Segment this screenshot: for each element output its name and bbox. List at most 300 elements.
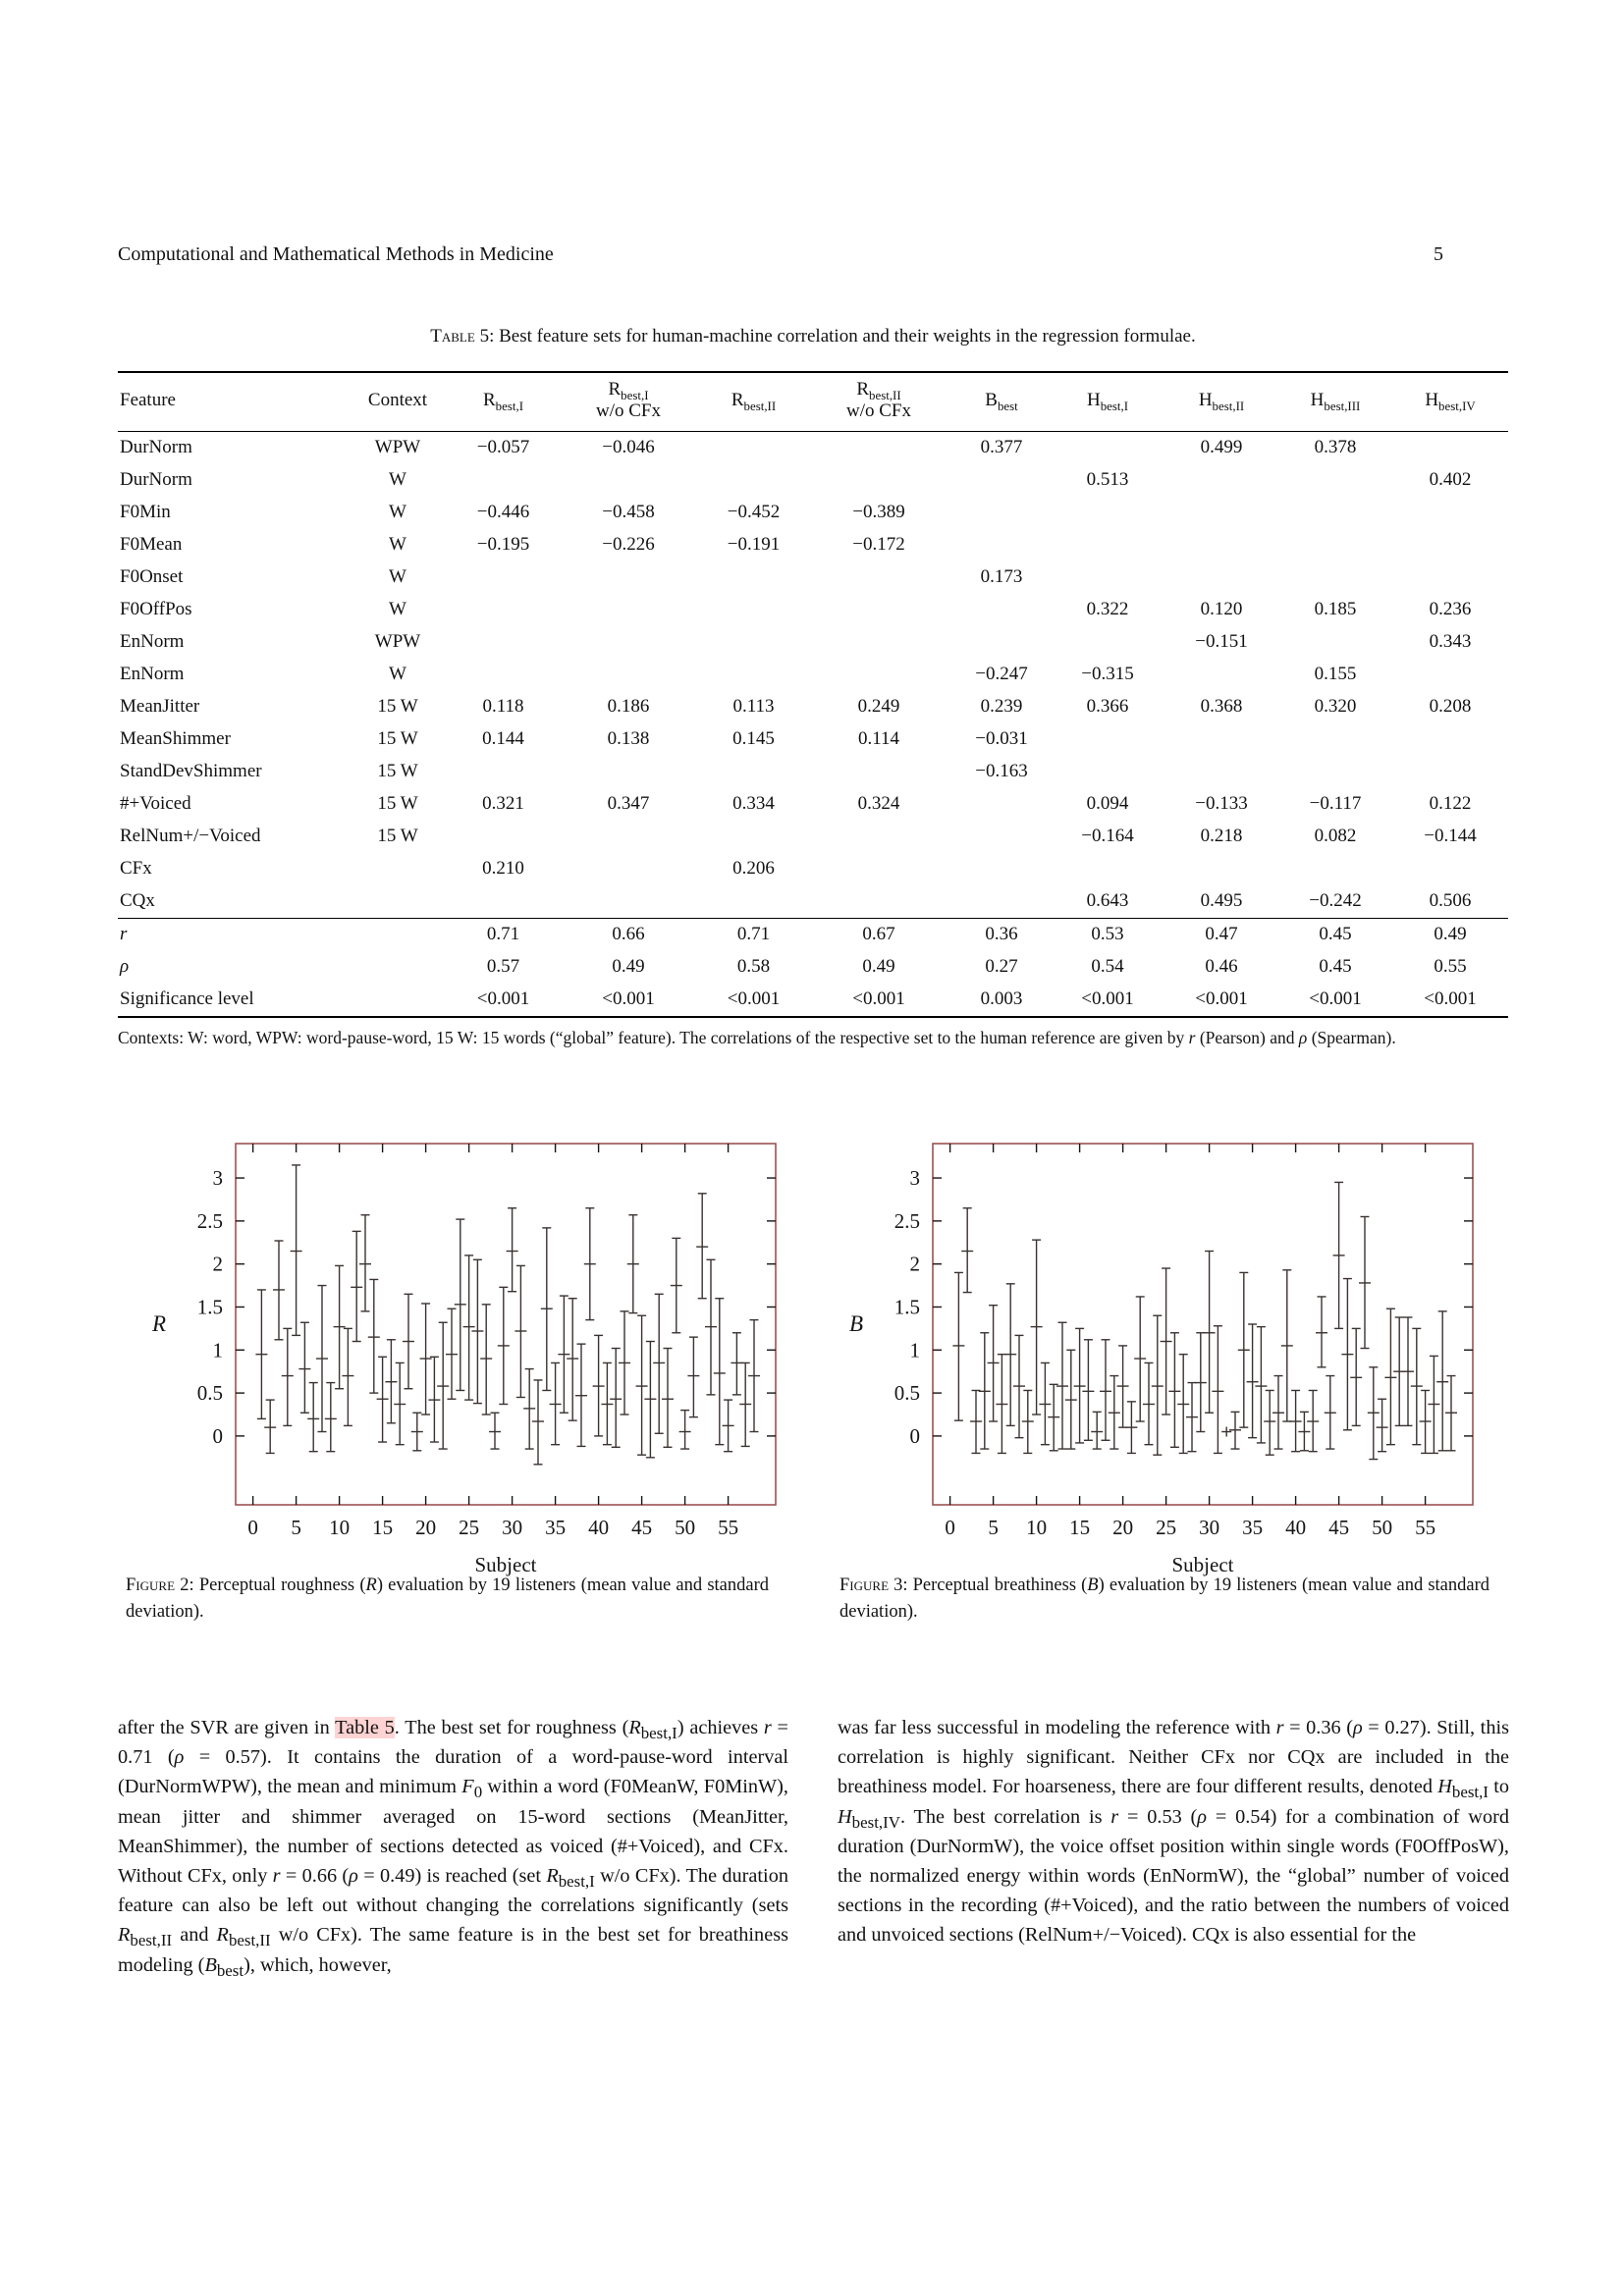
table5-cell	[702, 464, 805, 497]
table5-cell	[952, 853, 1051, 885]
table5-cell: 0.47	[1164, 918, 1278, 951]
table5-cell: ρ	[120, 956, 130, 978]
figure3-caption	[839, 1573, 1489, 1626]
y-tick-label: 0.5	[893, 1381, 920, 1406]
table5-cell: −0.389	[852, 502, 905, 523]
table5-cell: RelNum+/−Voiced	[120, 826, 261, 847]
x-tick-label: 5	[988, 1516, 999, 1539]
x-tick-label: 55	[718, 1516, 739, 1539]
y-tick-label: 0	[909, 1423, 920, 1448]
table5-cell	[1164, 756, 1278, 788]
table5-cell: 0.144	[482, 728, 524, 750]
table5-cell: WPW	[374, 631, 421, 653]
x-tick-label: 40	[1285, 1516, 1307, 1539]
table5-cell: 0.094	[1086, 793, 1129, 815]
table5-cell: 0.249	[857, 696, 900, 718]
table5-cell	[805, 464, 952, 497]
table5-cell: −0.117	[1309, 793, 1362, 815]
x-tick-label: 55	[1415, 1516, 1436, 1539]
y-axis-label: R	[151, 1311, 167, 1336]
table5-cell: 0.506	[1429, 890, 1472, 912]
table5-cell: 0.66	[555, 918, 702, 951]
table5-cell: 15 W	[377, 761, 418, 782]
table5-cell	[1164, 464, 1278, 497]
table5-row	[118, 464, 1508, 497]
table5-cell: 0.239	[980, 696, 1023, 718]
table5-cell	[555, 853, 702, 885]
figure2-chart	[126, 1134, 793, 1580]
table5-row	[118, 723, 1508, 756]
x-tick-label: 20	[415, 1516, 437, 1539]
x-tick-label: 10	[1026, 1516, 1048, 1539]
table5-cell	[1051, 756, 1164, 788]
table5-cell	[805, 821, 952, 853]
table5-cell: r	[118, 918, 344, 951]
table5-cell	[1392, 431, 1508, 464]
table5-cell: 0.67	[805, 918, 952, 951]
table5-cell: 0.082	[1314, 826, 1357, 847]
table5-cell	[805, 626, 952, 659]
table5-cell: W	[389, 502, 406, 523]
table5-cell: <0.001	[1309, 988, 1362, 1010]
table5-cell	[452, 561, 555, 594]
table5-cell: 0.003	[980, 988, 1023, 1010]
table5-cell: 0.402	[1429, 469, 1472, 491]
table5-cell: 0.118	[482, 696, 524, 718]
x-tick-label: 35	[1242, 1516, 1264, 1539]
table5-cell	[702, 626, 805, 659]
table5-cell: W	[389, 599, 406, 620]
table5-cell: 0.320	[1314, 696, 1357, 718]
table5-cell: 0.45	[1319, 956, 1352, 978]
table5-cell: F0Onset	[120, 566, 184, 588]
table5-cell	[1278, 561, 1392, 594]
table5-cell	[1278, 723, 1392, 756]
table5-cell: 15 W	[377, 793, 418, 815]
table5-row	[118, 853, 1508, 885]
table5-row	[118, 691, 1508, 723]
table5-cell	[805, 594, 952, 626]
plot-area	[933, 1144, 1473, 1505]
x-tick-label: 40	[588, 1516, 610, 1539]
figure3-caption-text: Perceptual breathiness (B) evaluation by 19 listeners (mean value and standard deviation).	[839, 1575, 1489, 1622]
x-tick-label: 35	[545, 1516, 567, 1539]
table5-cell: MeanJitter	[120, 696, 200, 718]
table5-cell: 0.71	[452, 918, 555, 951]
table5-cell: −0.452	[727, 502, 781, 523]
axis-frame	[236, 1144, 776, 1505]
table5-cell: 0.145	[732, 728, 775, 750]
table5-cell	[452, 885, 555, 919]
body-text-left-column: after the SVR are given in Table 5. The best set for roughness $(R_{best,I})$ achieves r = 0.71 (ρ = 0.57). It contains the duration of a word-pause-word interval (DurNormWPW), the mean and minimum $F_0$ within a word (F0MeanW, F0MinW), mean jitter and shimmer averaged on 15-word sections (MeanJitter, MeanShimmer), the number of sections detected as voiced (#+Voiced), and CFx. Without CFx, only r = 0.66 (ρ = 0.49) is reached (set $R_{best,I}$ w/o CFx). The duration feature can also be left out without changing the correlations significantly (sets $R_{best,II}$ and $R_{best,II}$ w/o CFx). The same feature is in the best set for breathiness modeling $(B_{best})$, which, however,	[118, 1717, 789, 1980]
table5-cell	[952, 821, 1051, 853]
table5-cell: 0.368	[1200, 696, 1243, 718]
x-tick-label: 45	[1328, 1516, 1350, 1539]
table5-cell: F0Min	[120, 502, 171, 523]
table5-cell: 0.324	[857, 793, 900, 815]
table5-cell: W	[389, 469, 406, 491]
table5-cell: 0.54	[1091, 956, 1124, 978]
error-bars	[255, 1165, 760, 1465]
table5-cell	[555, 821, 702, 853]
table5-cell	[1051, 529, 1164, 561]
table5-cell: 0.113	[732, 696, 775, 718]
table5-cell	[702, 431, 805, 464]
table5-cell: −0.163	[975, 761, 1028, 782]
table5-cell	[1164, 723, 1278, 756]
table5-row	[118, 951, 1508, 984]
table5-cell	[1392, 529, 1508, 561]
x-axis-label: Subject	[474, 1553, 537, 1576]
table5-cell	[805, 659, 952, 691]
table5-cell: F0Mean	[120, 534, 183, 556]
table5-cell: 0.57	[486, 956, 520, 978]
axis-ticks	[236, 1144, 776, 1505]
table5-cell: −0.172	[852, 534, 905, 556]
axis-tick-labels	[197, 1166, 738, 1539]
table5-cell: 0.155	[1314, 664, 1357, 685]
table5-cell	[1051, 431, 1164, 464]
table5-header-cell: $R_{best,II}$	[702, 372, 805, 431]
table5-cell: 0.49	[862, 956, 895, 978]
x-tick-label: 0	[247, 1516, 258, 1539]
table5-cell: 0.46	[1205, 956, 1238, 978]
table5-cell: 0.210	[482, 858, 524, 880]
table5-cell	[452, 659, 555, 691]
table5-cell: 0.347	[607, 793, 650, 815]
table5-cell	[555, 561, 702, 594]
axis-tick-labels	[894, 1166, 1435, 1539]
table5-body	[118, 431, 1508, 1017]
table5-cell	[555, 594, 702, 626]
y-tick-label: 1.5	[893, 1295, 920, 1319]
figure2-caption-label: Figure 2:	[126, 1575, 194, 1595]
table5-cell	[555, 659, 702, 691]
table5-row	[118, 594, 1508, 626]
table5-cell	[702, 561, 805, 594]
table5-cell: <0.001	[1081, 988, 1134, 1010]
table5-cell	[952, 497, 1051, 529]
table5-row	[118, 821, 1508, 853]
table5-cell: 0.49	[1392, 918, 1508, 951]
table5-cell: 0.321	[482, 793, 524, 815]
y-tick-label: 2	[212, 1252, 223, 1276]
table5-cell: 0.495	[1200, 890, 1243, 912]
table5-cell	[1278, 529, 1392, 561]
table5-header-row	[118, 372, 1508, 431]
table5-cell: StandDevShimmer	[120, 761, 262, 782]
table5-footnote: Contexts: W: word, WPW: word-pause-word, 15 W: 15 words (“global” feature). The correlations of the respective set to the human reference are given by r (Pearson) and ρ (Spearman).	[118, 1028, 1396, 1047]
table5-caption-text: Best feature sets for human-machine correlation and their weights in the regression formulae.	[499, 326, 1196, 347]
table5-cell	[1164, 659, 1278, 691]
table5-cell	[555, 464, 702, 497]
figure3-chart	[823, 1134, 1490, 1580]
table5-header-cell: $R_{best,I}$ w/o CFx	[555, 372, 702, 431]
table5-cell	[952, 788, 1051, 821]
table5-cell: DurNorm	[120, 469, 192, 491]
table5-cell: 0.499	[1200, 437, 1243, 458]
table5-cell: 0.208	[1429, 696, 1472, 718]
table5-cell	[702, 659, 805, 691]
table5-row	[118, 561, 1508, 594]
table5-header-cell: $H_{best,II}$	[1164, 372, 1278, 431]
table5-cell	[702, 594, 805, 626]
table5-head	[118, 372, 1508, 431]
table5-cell	[452, 464, 555, 497]
x-tick-label: 30	[1199, 1516, 1220, 1539]
table5-cell: <0.001	[852, 988, 905, 1010]
y-tick-label: 1	[909, 1338, 920, 1362]
table5-cell: 0.173	[980, 566, 1023, 588]
table5-cell	[1051, 561, 1164, 594]
journal-title: Computational and Mathematical Methods in Medicine	[118, 243, 554, 265]
table5-cell: 0.114	[857, 728, 900, 750]
table5-cell	[952, 529, 1051, 561]
table5-cell	[1164, 853, 1278, 885]
table5-cell: <0.001	[602, 988, 655, 1010]
table5-cell: 0.53	[1051, 918, 1164, 951]
table5-cell: 0.218	[1200, 826, 1243, 847]
table5-cell: −0.242	[1309, 890, 1362, 912]
table5-cell	[702, 756, 805, 788]
axis-frame	[933, 1144, 1473, 1505]
table5-cell	[555, 885, 702, 919]
table5-cell: −0.191	[727, 534, 781, 556]
table5-cell: −0.144	[1424, 826, 1477, 847]
table5-cell: 0.120	[1200, 599, 1243, 620]
table5-row	[118, 885, 1508, 919]
table5-cell	[805, 431, 952, 464]
y-tick-label: 3	[909, 1166, 920, 1191]
table5-cell	[1051, 626, 1164, 659]
table5-cell: 0.334	[732, 793, 775, 815]
x-tick-label: 5	[291, 1516, 301, 1539]
y-tick-label: 1.5	[196, 1295, 223, 1319]
table5-cell: 0.36	[952, 918, 1051, 951]
table5-cell: <0.001	[727, 988, 781, 1010]
x-tick-label: 45	[631, 1516, 653, 1539]
table5-cell	[1392, 723, 1508, 756]
plot-area	[236, 1144, 776, 1505]
x-tick-label: 10	[329, 1516, 351, 1539]
table5-cell: CQx	[120, 890, 155, 912]
table5-cell	[344, 984, 452, 1017]
table5-cell: DurNorm	[120, 437, 192, 458]
table5-cell: 0.45	[1278, 918, 1392, 951]
table5-cell: <0.001	[1424, 988, 1477, 1010]
table5-row	[118, 984, 1508, 1017]
table5-cell: F0OffPos	[120, 599, 192, 620]
table5-cell	[1278, 464, 1392, 497]
table5-cell: 0.49	[612, 956, 645, 978]
table5-cell	[1278, 497, 1392, 529]
table5-row	[118, 497, 1508, 529]
table5-cell: 0.343	[1429, 631, 1472, 653]
table5-header-cell: $B_{best}$	[952, 372, 1051, 431]
table5-cell: 0.206	[732, 858, 775, 880]
table5-cell: WPW	[374, 437, 421, 458]
table5-cell: 0.186	[607, 696, 650, 718]
table5-cell: 0.643	[1086, 890, 1129, 912]
table5-cell: −0.458	[602, 502, 655, 523]
table5-cell: 15 W	[377, 696, 418, 718]
page-number: 5	[1434, 243, 1443, 265]
x-tick-label: 25	[459, 1516, 480, 1539]
y-tick-label: 3	[212, 1166, 223, 1191]
table5-cell: −0.226	[602, 534, 655, 556]
table5-cell: 0.138	[607, 728, 650, 750]
table5-cell	[452, 756, 555, 788]
table5-cell: 0.71	[702, 918, 805, 951]
table5	[118, 371, 1508, 1018]
table5-cell: −0.247	[975, 664, 1028, 685]
table5-cell	[1392, 497, 1508, 529]
table5-cell	[452, 626, 555, 659]
table5-cell: −0.057	[476, 437, 530, 458]
table5-row	[118, 431, 1508, 464]
body-text-right-column: was far less successful in modeling the reference with r = 0.36 (ρ = 0.27). Still, this correlation is highly significant. Neither CFx nor CQx are included in the breathiness model. For hoarseness, there are four different results, denoted $H_{best,I}$ to $H_{best,IV}$. The best correlation is r = 0.53 (ρ = 0.54) for a combination of word duration (DurNormW), the voice offset position within single words (F0OffPosW), the normalized energy within words (EnNormW), the “global” number of voiced sections in the recording (#+Voiced), and the ratio between the numbers of voiced and unvoiced sections (RelNum+/−Voiced). CQx is also essential for the	[838, 1717, 1509, 1947]
table5-cell	[1051, 723, 1164, 756]
table5-header-cell: $H_{best,III}$	[1278, 372, 1392, 431]
table5-cell: Significance level	[120, 988, 254, 1010]
table5-cell: −0.046	[602, 437, 655, 458]
table5-cell	[1278, 756, 1392, 788]
table5-cell: 0.27	[985, 956, 1018, 978]
table5-cell: 0.55	[1434, 956, 1467, 978]
table5-cell: 0.185	[1314, 599, 1357, 620]
table5-cell	[1392, 561, 1508, 594]
table5-cell	[1051, 853, 1164, 885]
x-tick-label: 30	[502, 1516, 523, 1539]
table5-header-cell: $R_{best,I}$	[452, 372, 555, 431]
table5-cell	[344, 918, 452, 951]
table5-cell: −0.195	[476, 534, 530, 556]
y-tick-label: 2	[909, 1252, 920, 1276]
table5-cell: 0.122	[1429, 793, 1472, 815]
table5-cell: −0.031	[975, 728, 1028, 750]
table5-header-cell: Context	[344, 372, 452, 431]
table5-cell: 0.236	[1429, 599, 1472, 620]
table5-caption-label: Table 5:	[430, 326, 495, 347]
figure2-caption	[126, 1573, 769, 1626]
y-tick-label: 2.5	[196, 1208, 223, 1233]
table5-cell: <0.001	[1195, 988, 1248, 1010]
table5-cell: 0.513	[1086, 469, 1129, 491]
y-tick-label: 0.5	[196, 1381, 223, 1406]
table5-cell: 15 W	[377, 728, 418, 750]
table5-cell: 0.377	[980, 437, 1023, 458]
y-tick-label: 1	[212, 1338, 223, 1362]
table5-cell: 0.366	[1086, 696, 1129, 718]
table5-cell: CFx	[120, 858, 152, 880]
table5-cell	[952, 464, 1051, 497]
table5-cell	[452, 594, 555, 626]
table5-cell	[952, 626, 1051, 659]
table5-header-cell: $R_{best,II}$ w/o CFx	[805, 372, 952, 431]
y-axis-label: B	[848, 1311, 864, 1336]
table5-cell	[344, 951, 452, 984]
x-axis-label: Subject	[1171, 1553, 1234, 1576]
table5-cell	[952, 885, 1051, 919]
table5-cell	[344, 853, 452, 885]
error-bars	[952, 1182, 1457, 1459]
table5-cell: 0.58	[736, 956, 771, 978]
table5-cell	[805, 853, 952, 885]
table5-cell: −0.446	[476, 502, 530, 523]
table5-cell: W	[389, 566, 406, 588]
table5-cell: 15 W	[377, 826, 418, 847]
table5-cell: EnNorm	[120, 631, 185, 653]
table5-cell: W	[389, 534, 406, 556]
table5-cell	[1164, 561, 1278, 594]
table5-cell	[1164, 497, 1278, 529]
table5-header-cell: $H_{best,I}$	[1051, 372, 1164, 431]
table5-cell: EnNorm	[120, 664, 185, 685]
table5-cell	[805, 561, 952, 594]
table5-cell: −0.133	[1195, 793, 1248, 815]
table5-cell	[1392, 659, 1508, 691]
table5-row	[118, 918, 1508, 951]
figure3-caption-label: Figure 3:	[839, 1575, 908, 1595]
table5-cell	[702, 885, 805, 919]
table5-cell	[555, 756, 702, 788]
table5-cell	[452, 821, 555, 853]
page-header	[118, 243, 1508, 266]
table5-cell: −0.164	[1081, 826, 1134, 847]
table5-row	[118, 529, 1508, 561]
table5-row	[118, 626, 1508, 659]
table5-cell: #+Voiced	[120, 793, 191, 815]
table5-cell: 0.378	[1314, 437, 1357, 458]
table5-cell: MeanShimmer	[120, 728, 231, 750]
table5-cell	[555, 626, 702, 659]
table5-cell	[1278, 853, 1392, 885]
x-tick-label: 20	[1112, 1516, 1134, 1539]
table5-cell: <0.001	[476, 988, 530, 1010]
x-tick-label: 15	[372, 1516, 394, 1539]
figure2-caption-text: Perceptual roughness (R) evaluation by 19 listeners (mean value and standard deviation).	[126, 1575, 769, 1622]
table5-cell	[702, 821, 805, 853]
table5-cell: W	[389, 664, 406, 685]
table5-cell	[952, 594, 1051, 626]
table5-cell	[1051, 497, 1164, 529]
table5-cell	[1392, 853, 1508, 885]
table5-cell	[344, 885, 452, 919]
table5-cell	[805, 885, 952, 919]
table5-row	[118, 788, 1508, 821]
table5-cell: −0.151	[1195, 631, 1248, 653]
table5-cell	[805, 756, 952, 788]
y-tick-label: 2.5	[893, 1208, 920, 1233]
table5-header-cell: Feature	[118, 372, 344, 431]
x-tick-label: 50	[1372, 1516, 1393, 1539]
table5-cell: −0.315	[1081, 664, 1134, 685]
table5-caption	[118, 326, 1508, 347]
x-tick-label: 0	[945, 1516, 955, 1539]
x-tick-label: 15	[1069, 1516, 1091, 1539]
table5-cell: 0.322	[1086, 599, 1129, 620]
table5-row	[118, 659, 1508, 691]
axis-ticks	[933, 1144, 1473, 1505]
x-tick-label: 50	[675, 1516, 696, 1539]
table5-cell	[1278, 626, 1392, 659]
table5-link[interactable]: Table 5	[335, 1717, 395, 1738]
table5-cell	[1392, 756, 1508, 788]
y-tick-label: 0	[212, 1423, 223, 1448]
table5-header-cell: $H_{best,IV}$	[1392, 372, 1508, 431]
table5-row	[118, 756, 1508, 788]
table5-cell	[1164, 529, 1278, 561]
